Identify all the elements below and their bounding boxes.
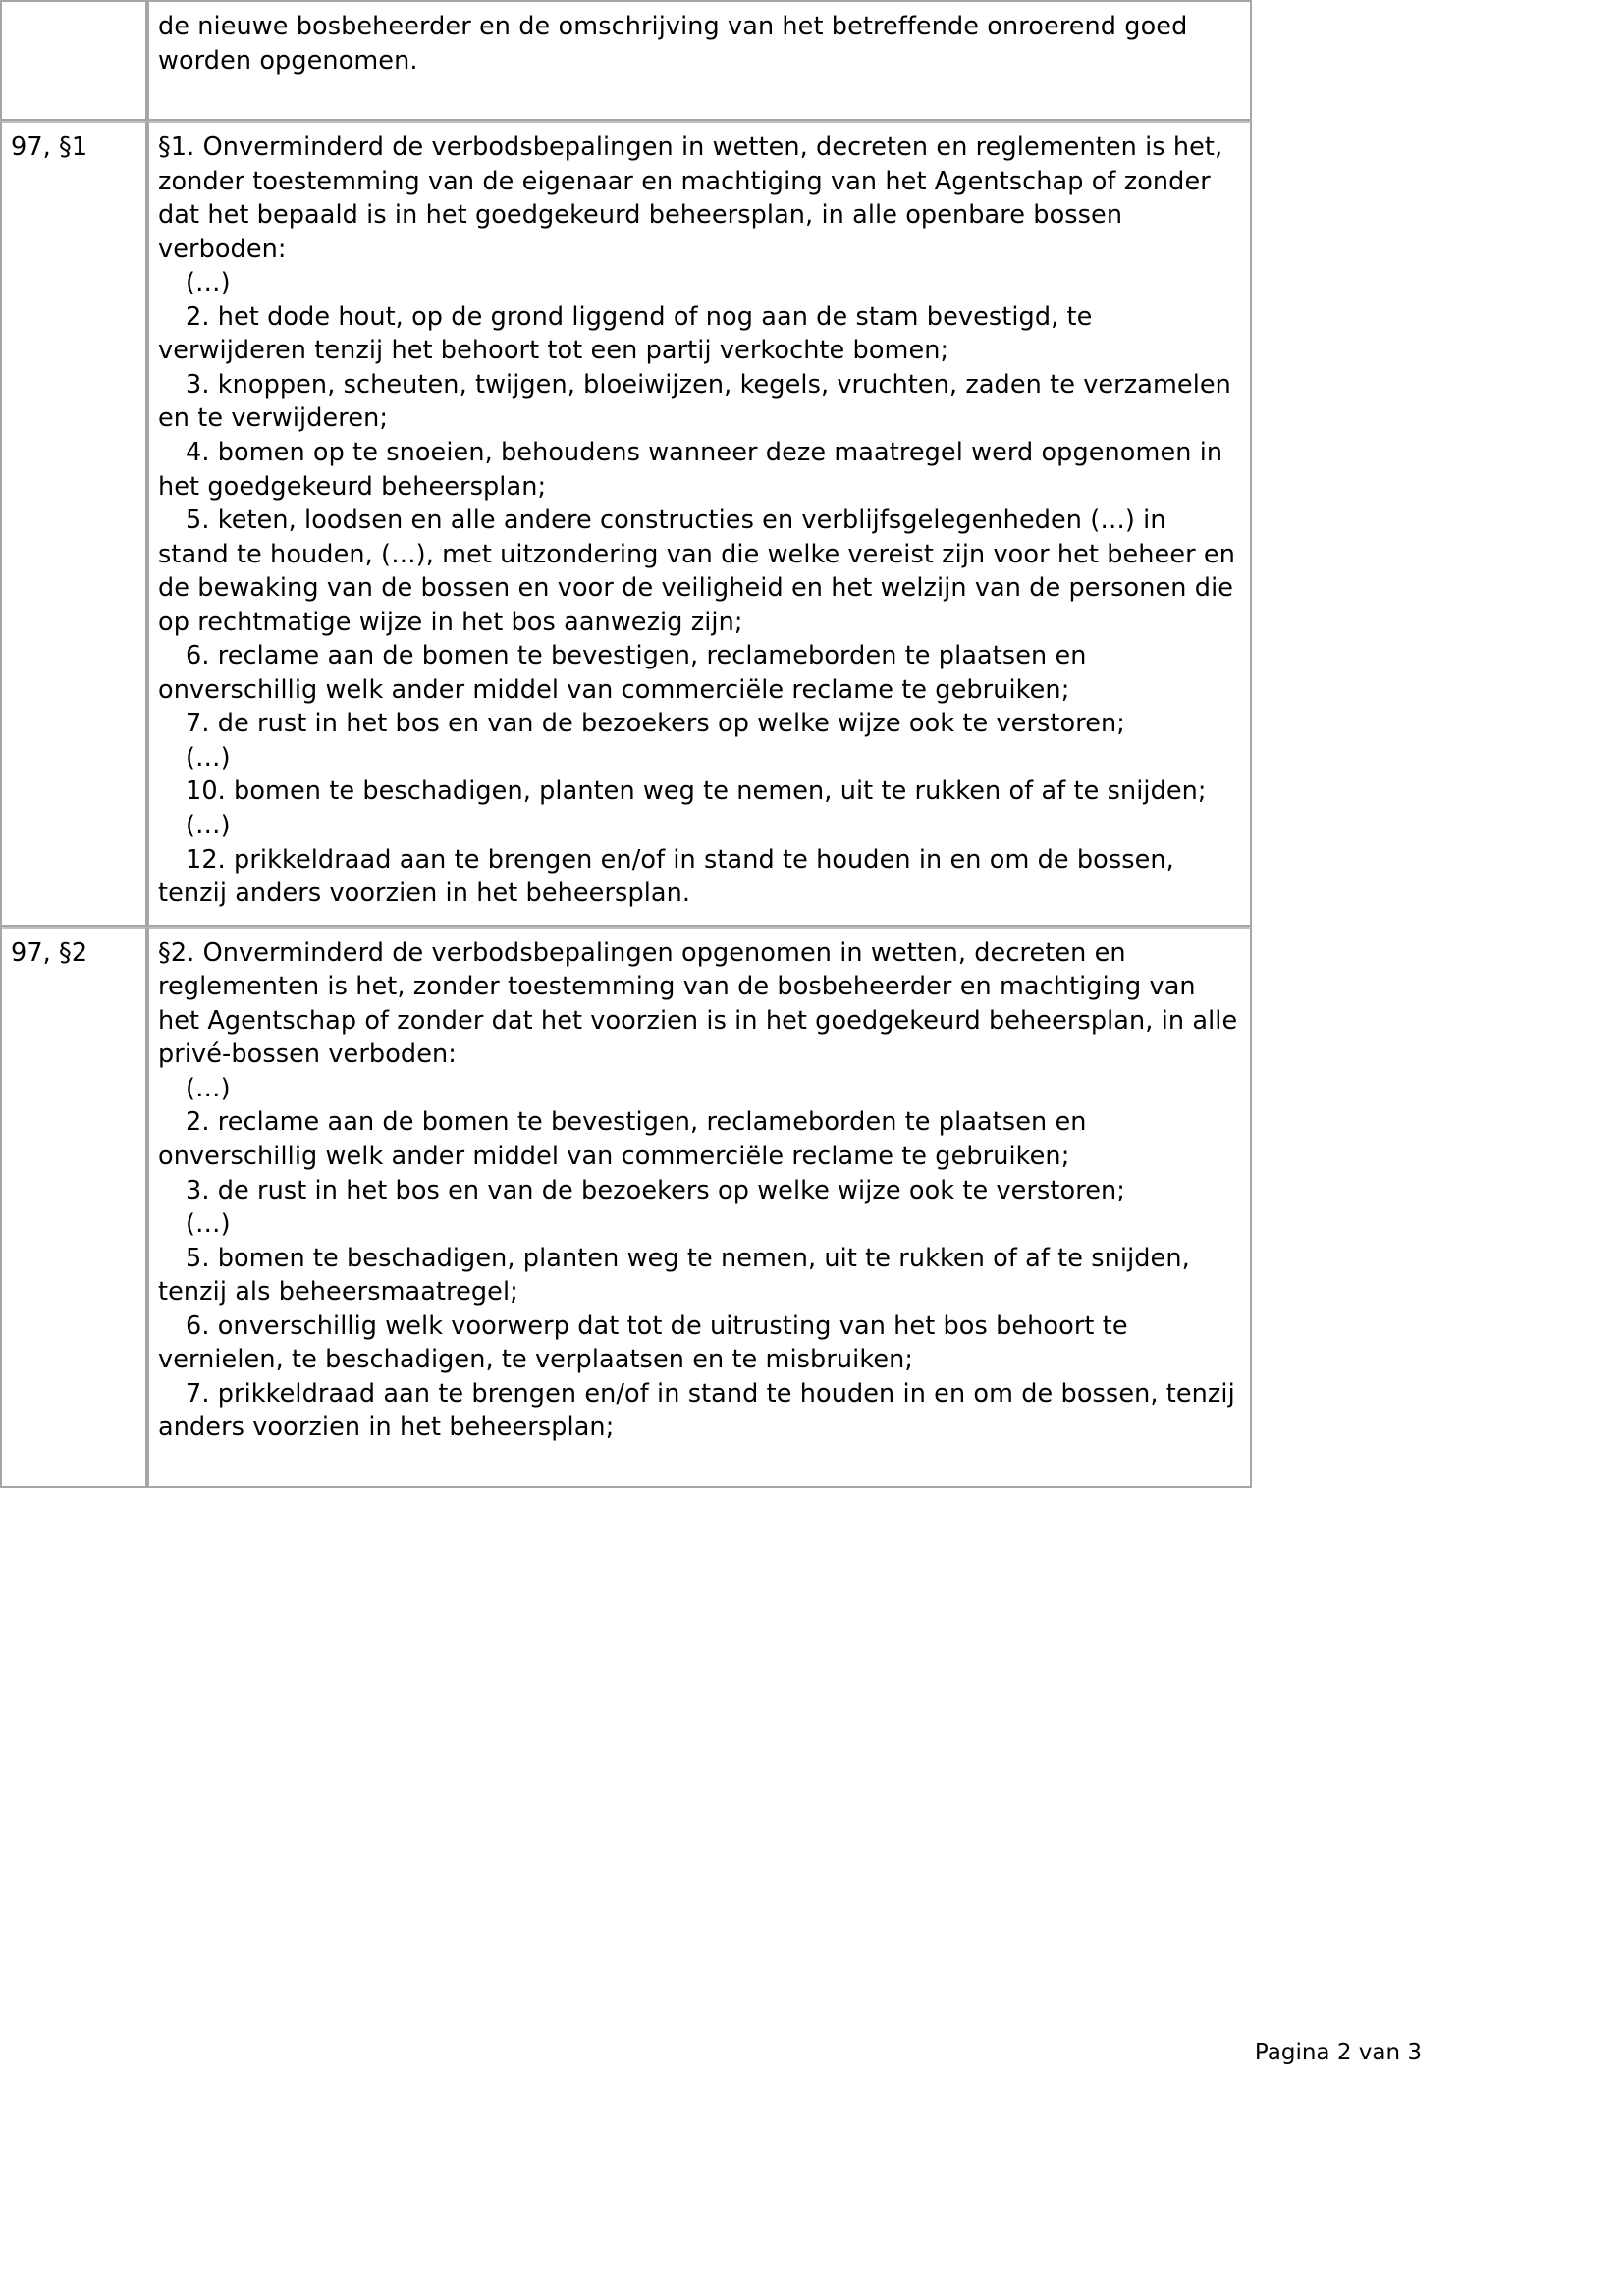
table-row bbox=[0, 0, 1252, 121]
paragraph: 3. de rust in het bos en van de bezoekers op welke wijze ook te verstoren; bbox=[186, 1175, 1125, 1205]
paragraph: de nieuwe bosbeheerder en de omschrijving van het betreffende onroerend goed worden opgenomen. bbox=[158, 12, 1188, 76]
paragraph: (…) bbox=[186, 811, 231, 841]
paragraph: 6. reclame aan de bomen te bevestigen, reclameborden te plaatsen en onverschillig welk ander middel van commerciële reclame te gebruiken; bbox=[158, 641, 1087, 705]
paragraph: 7. prikkeldraad aan te brengen en/of in stand te houden in en om de bossen, tenzij anders voorzien in het beheersplan; bbox=[158, 1378, 1235, 1443]
article-reference-cell bbox=[0, 927, 147, 1488]
legislation-table bbox=[0, 0, 1252, 1488]
page-number-label: Pagina 2 van 3 bbox=[1254, 2040, 1422, 2065]
paragraph: (…) bbox=[186, 268, 231, 298]
paragraph: §2. Onverminderd de verbodsbepalingen opgenomen in wetten, decreten en reglementen is het, zonder toestemming van de bosbeheerder en machtiging van het Agentschap of zonder dat het voorzien is in het goedgekeurd beheersplan, in alle privé-bossen verboden: bbox=[158, 937, 1238, 1070]
paragraph: 5. bomen te beschadigen, planten weg te nemen, uit te rukken of af te snijden, tenzij als beheersmaatregel; bbox=[158, 1243, 1190, 1308]
paragraph: 4. bomen op te snoeien, behoudens wanneer deze maatregel werd opgenomen in het goedgekeurd beheersplan; bbox=[158, 438, 1223, 502]
paragraph: 2. reclame aan de bomen te bevestigen, reclameborden te plaatsen en onverschillig welk ander middel van commerciële reclame te gebruiken; bbox=[158, 1107, 1087, 1171]
table-row bbox=[0, 121, 1252, 927]
article-reference-label: 97, §2 bbox=[11, 937, 88, 968]
paragraph: 6. onverschillig welk voorwerp dat tot de uitrusting van het bos behoort te vernielen, te beschadigen, te verplaatsen en te misbruiken; bbox=[158, 1310, 1128, 1375]
cell-spacer bbox=[158, 1445, 1241, 1472]
article-reference-label: 97, §1 bbox=[11, 133, 88, 163]
paragraph: 3. knoppen, scheuten, twijgen, bloeiwijzen, kegels, vruchten, zaden te verzamelen en te verwijderen; bbox=[158, 369, 1231, 434]
article-body-cell bbox=[147, 927, 1252, 1488]
article-reference-cell bbox=[0, 121, 147, 927]
table-body bbox=[0, 0, 1252, 1488]
paragraph: (…) bbox=[186, 1073, 231, 1103]
paragraph: 5. keten, loodsen en alle andere constructies en verblijfsgelegenheden (…) in stand te houden, (…), met uitzondering van die welke vereist zijn voor het beheer en de bewaking van de bossen en voor de veiligheid en het welzijn van de personen die op rechtmatige wijze in het bos aanwezig zijn; bbox=[158, 506, 1235, 637]
paragraph: 10. bomen te beschadigen, planten weg te nemen, uit te rukken of af te snijden; bbox=[186, 776, 1207, 807]
table-row bbox=[0, 927, 1252, 1488]
cell-spacer bbox=[158, 78, 1241, 105]
article-reference-cell bbox=[0, 0, 147, 121]
paragraph: 2. het dode hout, op de grond liggend of nog aan de stam bevestigd, te verwijderen tenzij het behoort tot een partij verkochte bomen; bbox=[158, 301, 1093, 366]
paragraph: 12. prikkeldraad aan te brengen en/of in stand te houden in en om de bossen, tenzij anders voorzien in het beheersplan. bbox=[158, 844, 1174, 909]
paragraph: §1. Onverminderd de verbodsbepalingen in wetten, decreten en reglementen is het, zonder toestemming van de eigenaar en machtiging van het Agentschap of zonder dat het bepaald is in het goedgekeurd beheersplan, in alle openbare bossen verboden: bbox=[158, 133, 1223, 264]
paragraph: (…) bbox=[186, 1209, 231, 1240]
article-body-cell bbox=[147, 121, 1252, 927]
paragraph: (…) bbox=[186, 742, 231, 773]
page-footer bbox=[0, 2040, 1422, 2065]
article-body-cell bbox=[147, 0, 1252, 121]
paragraph: 7. de rust in het bos en van de bezoekers op welke wijze ook te verstoren; bbox=[186, 709, 1125, 739]
